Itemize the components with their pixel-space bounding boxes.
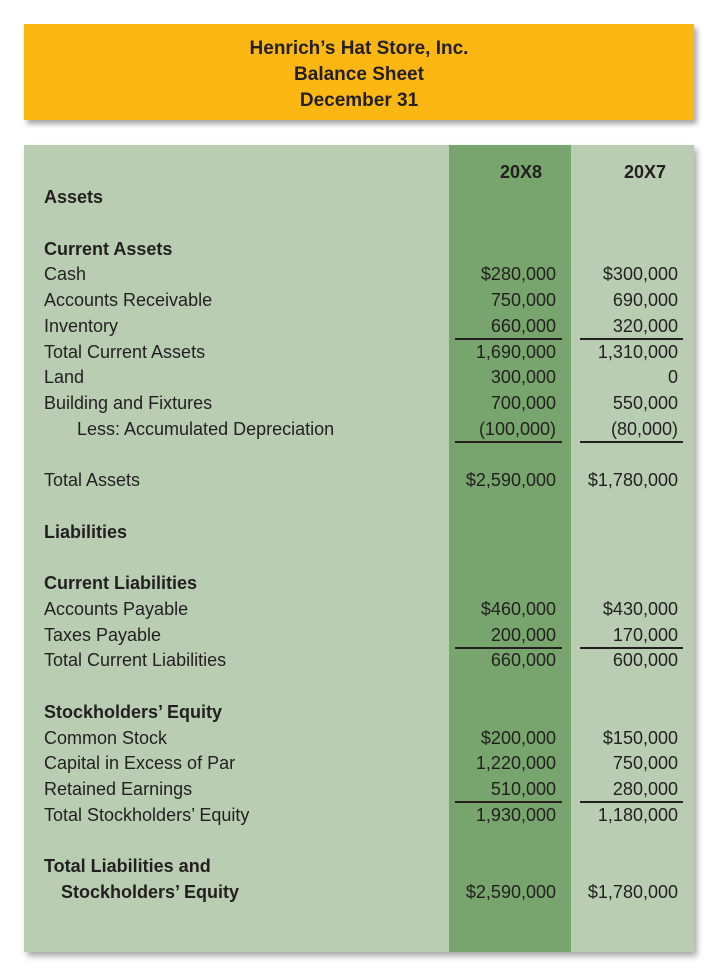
year-header-20x7: 20X7 (623, 162, 666, 182)
table-row: Total Stockholders’ Equity 1,930,000 1,180,000 (44, 805, 678, 825)
table-row: Taxes Payable 200,000 170,000 (44, 625, 678, 645)
table-row: Capital in Excess of Par 1,220,000 750,000 (44, 753, 678, 773)
table-row: Total Current Liabilities 660,000 600,000 (44, 650, 678, 670)
table-row: Building and Fixtures 700,000 550,000 (44, 393, 678, 413)
table-row: Land 300,000 0 (44, 367, 678, 387)
year-header-row (24, 159, 694, 185)
table-row: Total Current Assets 1,690,000 1,310,000 (44, 342, 678, 362)
table-row: Retained Earnings 510,000 280,000 (44, 779, 678, 799)
company-name: Henrich’s Hat Store, Inc. (249, 38, 469, 59)
subsection-heading: Current Liabilities (44, 573, 198, 593)
statement-date: December 31 (299, 90, 419, 111)
table-row: Common Stock $200,000 $150,000 (44, 728, 678, 748)
statement-title: Balance Sheet (294, 64, 424, 85)
total-heading: Total Liabilities and (44, 856, 211, 876)
section-heading: Liabilities (44, 522, 128, 542)
statement-header (24, 24, 694, 120)
subsection-heading: Stockholders’ Equity (44, 702, 223, 722)
total-rule (580, 441, 683, 443)
total-rule (455, 441, 562, 443)
table-row: Accounts Receivable 750,000 690,000 (44, 290, 678, 310)
total-row: Stockholders’ Equity $2,590,000 $1,780,000 (61, 882, 678, 902)
table-row: Accounts Payable $460,000 $430,000 (44, 599, 678, 619)
balance-sheet-table (24, 145, 694, 952)
subsection-heading: Current Assets (44, 239, 173, 259)
table-row: Cash $280,000 $300,000 (44, 264, 678, 284)
section-heading: Assets (44, 187, 104, 207)
table-row: Less: Accumulated Depreciation (100,000) (80,000) (77, 419, 678, 439)
total-row: Total Assets $2,590,000 $1,780,000 (44, 470, 678, 490)
year-header-20x8: 20X8 (499, 162, 542, 182)
table-row: Inventory 660,000 320,000 (44, 316, 678, 336)
